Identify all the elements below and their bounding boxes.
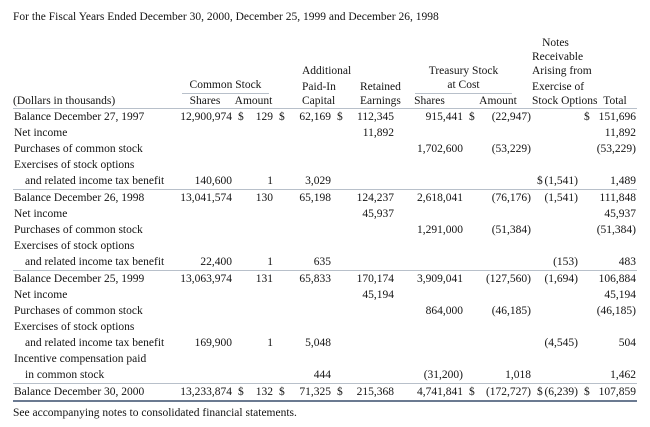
cell-value — [532, 287, 579, 303]
cell-value — [532, 238, 579, 254]
currency-sign: $ — [584, 111, 590, 123]
cell-value: 11,892 — [604, 127, 636, 139]
notes-receivable-header-line3: Arising from — [532, 65, 592, 77]
table-row — [13, 190, 637, 207]
table-row — [13, 222, 637, 238]
cell-value — [395, 335, 464, 351]
cell-value: 169,900 — [194, 337, 232, 349]
paid-in-capital-header-line3: Capital — [274, 94, 332, 109]
cell-value — [532, 173, 579, 190]
cell-value: (46,185) — [596, 305, 636, 317]
cell-value: 1,291,000 — [417, 224, 463, 236]
table-row — [13, 238, 637, 254]
table-row — [13, 141, 637, 157]
cell-value: 3,029 — [305, 175, 331, 187]
cell-value — [532, 109, 579, 126]
cell-value: (153) — [553, 256, 578, 268]
cell-value — [177, 351, 233, 367]
cell-value — [464, 254, 532, 271]
cell-value: 131 — [233, 271, 274, 288]
total-col-header: Total — [579, 94, 637, 109]
cell-value — [274, 319, 332, 335]
treasury-shares-col-header: Shares — [395, 94, 464, 109]
retained-earnings-header-line2: Earnings — [332, 94, 395, 109]
cell-value — [233, 319, 274, 335]
cell-value: 1,702,600 — [417, 143, 463, 155]
amount-value: (1,541) — [544, 175, 578, 187]
statement-period-title: For the Fiscal Years Ended December 30, 2000, December 25, 1999 and December 26, 1998 — [13, 11, 439, 23]
row-label: and related income tax benefit — [25, 175, 165, 187]
amount-value: 151,696 — [598, 111, 636, 123]
cell-value — [332, 335, 395, 351]
row-label: Purchases of common stock — [14, 143, 143, 155]
cell-value — [532, 351, 579, 367]
cell-value: 13,063,974 — [177, 271, 233, 288]
cell-value: 130 — [233, 190, 274, 207]
cell-value: 864,000 — [425, 305, 463, 317]
currency-sign: $ — [469, 386, 475, 398]
row-label: Balance December 27, 1997 — [14, 111, 145, 123]
cell-value: (1,694) — [532, 271, 579, 288]
cell-value: (1,541) — [532, 190, 579, 207]
paid-in-capital-header-line2: Paid-In — [302, 81, 336, 93]
cell-value: (31,200) — [423, 369, 463, 381]
cell-value — [332, 303, 395, 319]
cell-value — [274, 206, 332, 222]
currency-sign: $ — [279, 111, 285, 123]
cell-value — [233, 351, 274, 367]
cell-value: (51,384) — [596, 224, 636, 236]
cell-value — [395, 206, 464, 222]
cell-value: (127,560) — [464, 271, 532, 288]
cell-value — [532, 303, 579, 319]
table-row — [13, 254, 637, 271]
currency-sign: $ — [337, 386, 343, 398]
row-label: Exercises of stock options — [14, 321, 135, 333]
cell-value: 2,618,041 — [395, 190, 464, 207]
amount-value: (22,947) — [491, 111, 531, 123]
cell-value — [233, 367, 274, 384]
cell-value — [233, 238, 274, 254]
table-row — [13, 271, 637, 288]
row-label: Balance December 30, 2000 — [13, 384, 177, 402]
cell-value — [274, 141, 332, 157]
cell-value — [332, 351, 395, 367]
cell-value — [274, 287, 332, 303]
cell-value — [274, 157, 332, 173]
cell-value: (53,229) — [491, 143, 531, 155]
currency-sign: $ — [537, 386, 543, 398]
cell-value — [395, 238, 464, 254]
cell-value — [532, 157, 579, 173]
cell-value — [274, 351, 332, 367]
cell-value — [177, 141, 233, 157]
cell-value: 1,489 — [610, 175, 636, 187]
cell-value: 1,462 — [610, 369, 636, 381]
cell-value: 504 — [618, 337, 636, 349]
stockholders-equity-table — [13, 36, 637, 402]
treasury-amount-col-header: Amount — [464, 94, 532, 109]
cell-value — [177, 303, 233, 319]
cell-value — [274, 238, 332, 254]
cell-value — [177, 367, 233, 384]
amount-value: 62,169 — [299, 111, 331, 123]
row-label: in common stock — [25, 369, 105, 381]
amount-value: 129 — [255, 111, 273, 123]
cell-value — [532, 319, 579, 335]
cell-value — [332, 254, 395, 271]
table-row — [13, 109, 637, 126]
cell-value: 1 — [267, 175, 273, 187]
cell-value — [274, 303, 332, 319]
cell-value — [274, 125, 332, 141]
cell-value — [464, 109, 532, 126]
cell-value — [233, 125, 274, 141]
cell-value — [332, 222, 395, 238]
cell-value — [332, 109, 395, 126]
treasury-at-cost-header: at Cost — [395, 78, 532, 94]
cell-value: 65,833 — [274, 271, 332, 288]
notes-receivable-header-line5: Stock Options — [532, 95, 598, 107]
cell-value: 4,741,841 — [395, 384, 464, 402]
footnote: See accompanying notes to consolidated financial statements. — [13, 407, 297, 419]
cell-value — [395, 254, 464, 271]
cell-value — [274, 222, 332, 238]
cell-value — [532, 222, 579, 238]
cell-value: 65,198 — [274, 190, 332, 207]
currency-sign: $ — [279, 386, 285, 398]
cell-value — [177, 319, 233, 335]
cell-value — [395, 173, 464, 190]
cell-value — [177, 206, 233, 222]
cell-value: 45,937 — [604, 208, 636, 220]
cell-value — [395, 319, 464, 335]
amount-value: 132 — [255, 386, 273, 398]
row-label: Purchases of common stock — [14, 224, 143, 236]
cell-value: 915,441 — [425, 111, 463, 123]
cell-value: 45,937 — [362, 208, 394, 220]
cell-value — [464, 173, 532, 190]
currency-sign: $ — [584, 386, 590, 398]
cell-value: 5,048 — [305, 337, 331, 349]
currency-sign: $ — [238, 111, 244, 123]
common-amount-col-header: Amount — [234, 95, 273, 107]
cell-value — [332, 367, 395, 384]
cell-value — [177, 238, 233, 254]
row-label: Exercises of stock options — [14, 159, 135, 171]
corner-label: (Dollars in thousands) — [13, 94, 177, 109]
cell-value — [579, 109, 637, 126]
cell-value: (4,545) — [544, 337, 578, 349]
cell-value: 635 — [313, 256, 331, 268]
row-label: Net income — [14, 289, 68, 301]
table-row — [13, 335, 637, 351]
cell-value — [177, 222, 233, 238]
currency-sign: $ — [537, 175, 543, 187]
cell-value — [274, 384, 332, 402]
cell-value — [464, 125, 532, 141]
cell-value: 22,400 — [200, 256, 232, 268]
amount-value: 71,325 — [299, 386, 331, 398]
row-label: Exercises of stock options — [14, 240, 135, 252]
cell-value: 13,233,874 — [177, 384, 233, 402]
cell-value — [579, 351, 637, 367]
cell-value — [579, 319, 637, 335]
table-row — [13, 319, 637, 335]
cell-value — [464, 287, 532, 303]
notes-receivable-header-line2: Receivable — [532, 51, 584, 63]
cell-value: 13,041,574 — [177, 190, 233, 207]
table-row — [13, 303, 637, 319]
cell-value — [395, 287, 464, 303]
row-label: Purchases of common stock — [14, 305, 143, 317]
cell-value: (46,185) — [491, 305, 531, 317]
retained-earnings-header-line1: Retained — [360, 81, 401, 93]
cell-value: 1,018 — [505, 369, 531, 381]
cell-value: 444 — [313, 369, 331, 381]
cell-value — [464, 335, 532, 351]
cell-value — [332, 384, 395, 402]
cell-value — [233, 141, 274, 157]
cell-value — [532, 141, 579, 157]
cell-value — [464, 238, 532, 254]
cell-value: 3,909,041 — [395, 271, 464, 288]
cell-value — [579, 157, 637, 173]
cell-value: 111,848 — [579, 190, 637, 207]
table-row — [13, 384, 637, 402]
cell-value: 483 — [618, 256, 636, 268]
cell-value — [464, 384, 532, 402]
cell-value — [233, 287, 274, 303]
cell-value: 12,900,974 — [180, 111, 232, 123]
cell-value — [233, 109, 274, 126]
cell-value — [395, 157, 464, 173]
notes-receivable-header-line4: Exercise of — [532, 81, 585, 93]
cell-value — [332, 238, 395, 254]
row-label: Balance December 25, 1999 — [13, 271, 177, 288]
cell-value — [532, 384, 579, 402]
currency-sign: $ — [238, 386, 244, 398]
cell-value: 1 — [267, 337, 273, 349]
table-row — [13, 287, 637, 303]
amount-value: 112,345 — [357, 111, 394, 123]
cell-value — [177, 287, 233, 303]
cell-value — [395, 125, 464, 141]
row-label: Incentive compensation paid — [14, 353, 147, 365]
paid-in-capital-header-line1: Additional — [302, 65, 352, 77]
cell-value: 11,892 — [362, 127, 394, 139]
cell-value — [532, 125, 579, 141]
cell-value — [233, 384, 274, 402]
row-label: Net income — [14, 208, 68, 220]
cell-value — [332, 173, 395, 190]
amount-value: 107,859 — [598, 386, 636, 398]
cell-value — [579, 238, 637, 254]
row-label: Balance December 26, 1998 — [13, 190, 177, 207]
cell-value — [464, 206, 532, 222]
table-row — [13, 351, 637, 367]
cell-value: 45,194 — [604, 289, 636, 301]
row-label: Net income — [14, 127, 68, 139]
cell-value — [233, 222, 274, 238]
cell-value — [464, 319, 532, 335]
cell-value — [464, 157, 532, 173]
cell-value: (76,176) — [464, 190, 532, 207]
row-label: and related income tax benefit — [25, 256, 165, 268]
cell-value — [464, 351, 532, 367]
cell-value: 1 — [267, 256, 273, 268]
table-row — [13, 173, 637, 190]
common-shares-col-header: Shares — [177, 94, 233, 109]
cell-value: (51,384) — [491, 224, 531, 236]
cell-value — [177, 125, 233, 141]
table-row — [13, 125, 637, 141]
cell-value — [332, 319, 395, 335]
cell-value — [177, 157, 233, 173]
amount-value: (172,727) — [485, 386, 531, 398]
cell-value: 170,174 — [332, 271, 395, 288]
cell-value: (53,229) — [596, 143, 636, 155]
table-row — [13, 367, 637, 384]
table-row — [13, 157, 637, 173]
cell-value: 106,884 — [579, 271, 637, 288]
cell-value: 140,600 — [194, 175, 232, 187]
cell-value: 45,194 — [362, 289, 394, 301]
cell-value — [233, 157, 274, 173]
treasury-stock-group-header: Treasury Stock — [428, 65, 499, 77]
row-label: and related income tax benefit — [25, 337, 165, 349]
table-row — [13, 206, 637, 222]
cell-value — [395, 351, 464, 367]
amount-value: (6,239) — [544, 386, 578, 398]
cell-value: 124,237 — [332, 190, 395, 207]
cell-value — [233, 206, 274, 222]
cell-value — [532, 367, 579, 384]
currency-sign: $ — [337, 111, 343, 123]
cell-value — [332, 141, 395, 157]
currency-sign: $ — [469, 111, 475, 123]
cell-value — [532, 206, 579, 222]
cell-value — [233, 303, 274, 319]
common-stock-group-header: Common Stock — [177, 78, 274, 94]
amount-value: 215,368 — [356, 386, 394, 398]
cell-value — [579, 384, 637, 402]
cell-value — [332, 157, 395, 173]
cell-value — [274, 109, 332, 126]
notes-receivable-header-line1: Notes — [542, 37, 569, 49]
